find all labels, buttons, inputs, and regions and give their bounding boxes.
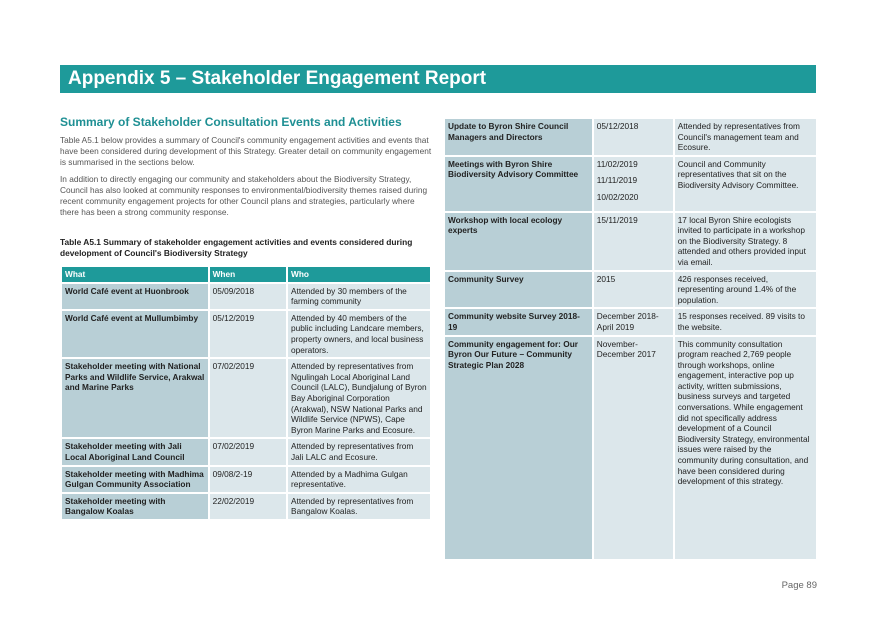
engagement-table bbox=[60, 265, 432, 521]
table-row bbox=[62, 439, 430, 464]
table-row bbox=[62, 311, 430, 357]
cell-when: 07/02/2019 bbox=[210, 439, 286, 464]
engagement-table-continued bbox=[443, 117, 818, 561]
date-line: 2015 bbox=[596, 273, 616, 284]
table-row bbox=[445, 337, 816, 559]
cell-when bbox=[594, 272, 673, 308]
table-row bbox=[445, 119, 816, 155]
cell-who: Attended by 40 members of the public including Landcare members, property owners, and local business operators. bbox=[288, 311, 430, 357]
cell-what: World Café event at Huonbrook bbox=[62, 284, 208, 309]
cell-what: Update to Byron Shire Council Managers and Directors bbox=[445, 119, 592, 155]
cell-who: Attended by representatives from Bangalow Koalas. bbox=[288, 494, 430, 519]
cell-what: Community Survey bbox=[445, 272, 592, 308]
cell-when bbox=[594, 213, 673, 270]
page-number: Page 89 bbox=[781, 580, 817, 591]
cell-who: Attended by representatives from Ngulingah Local Aboriginal Land Council (LALC), Bundjalung of Byron Bay Aboriginal Corporation (Arakwal), NSW National Parks and Wildlife Service (NPWS), Cape Byron Marine Parks and Ecosure. bbox=[288, 359, 430, 437]
cell-who: Attended by 30 members of the farming community bbox=[288, 284, 430, 309]
cell-what: Community website Survey 2018-19 bbox=[445, 309, 592, 334]
table-row bbox=[445, 309, 816, 334]
cell-who: 15 responses received. 89 visits to the website. bbox=[675, 309, 816, 334]
date-line: 15/11/2019 bbox=[596, 214, 638, 225]
header-who: Who bbox=[288, 267, 430, 282]
date-line: 11/02/2019 bbox=[596, 158, 638, 169]
table-header-row bbox=[62, 267, 430, 282]
cell-who: Attended by representatives from Jali LALC and Ecosure. bbox=[288, 439, 430, 464]
cell-when bbox=[594, 119, 673, 155]
date-line: 05/12/2018 bbox=[596, 121, 639, 131]
cell-when bbox=[594, 157, 673, 211]
intro-paragraph-1: Table A5.1 below provides a summary of Council's community engagement activities and events that have been considered during development of this Strategy. Greater detail on community engagement is summarised in the sections below. bbox=[60, 135, 432, 167]
cell-who: 17 local Byron Shire ecologists invited to participate in a workshop on the Biodiversity Strategy. 8 attended and others provided input via email. bbox=[675, 213, 816, 270]
table-row bbox=[62, 359, 430, 437]
cell-who: This community consultation program reached 2,769 people through workshops, online engagement, interactive pop up activity, written submissions, business surveys and targeted conversations. While engagement did not specifically address development of a Council Biodiversity Strategy, environmental issues were raised by the community during consultation, and have been considered during development of this strategy. bbox=[675, 337, 816, 559]
table-caption: Table A5.1 Summary of stakeholder engagement activities and events considered during development of Council's Biodiversity Strategy bbox=[60, 237, 413, 258]
cell-what: Meetings with Byron Shire Biodiversity Advisory Committee bbox=[445, 157, 592, 211]
date-line: 11/11/2019 bbox=[596, 175, 638, 186]
cell-when: 05/09/2018 bbox=[210, 284, 286, 309]
table-row bbox=[62, 467, 430, 492]
cell-when: 07/02/2019 bbox=[210, 359, 286, 437]
cell-what: Stakeholder meeting with Madhima Gulgan Community Association bbox=[62, 467, 208, 492]
table-row bbox=[62, 494, 430, 519]
table-row bbox=[445, 157, 816, 211]
cell-who: Attended by a Madhima Gulgan representative. bbox=[288, 467, 430, 492]
date-line: November-December 2017 bbox=[596, 338, 656, 360]
cell-when: 09/08/2-19 bbox=[210, 467, 286, 492]
cell-when bbox=[594, 309, 673, 334]
cell-what: Community engagement for: Our Byron Our Future – Community Strategic Plan 2028 bbox=[445, 337, 592, 559]
cell-what: Stakeholder meeting with National Parks and Wildlife Service, Arakwal and Marine Parks bbox=[62, 359, 208, 437]
table-row bbox=[445, 213, 816, 270]
date-line: 10/02/2020 bbox=[596, 191, 639, 202]
header-what: What bbox=[62, 267, 208, 282]
page-title: Appendix 5 – Stakeholder Engagement Report bbox=[68, 68, 487, 89]
cell-who: Council and Community representatives that sit on the Biodiversity Advisory Committee. bbox=[675, 157, 816, 211]
section-heading: Summary of Stakeholder Consultation Events and Activities bbox=[60, 115, 402, 129]
cell-when bbox=[594, 337, 673, 559]
header-banner bbox=[60, 65, 816, 93]
right-column bbox=[443, 117, 818, 561]
cell-who: 426 responses received, representing around 1.4% of the population. bbox=[675, 272, 816, 308]
date-line: December 2018-April 2019 bbox=[596, 311, 659, 332]
left-column bbox=[60, 115, 432, 521]
cell-what: Stakeholder meeting with Jali Local Aboriginal Land Council bbox=[62, 439, 208, 464]
cell-what: World Café event at Mullumbimby bbox=[62, 311, 208, 357]
table-row bbox=[62, 284, 430, 309]
cell-what: Stakeholder meeting with Bangalow Koalas bbox=[62, 494, 208, 519]
cell-when: 05/12/2019 bbox=[210, 311, 286, 357]
cell-when: 22/02/2019 bbox=[210, 494, 286, 519]
intro-paragraph-2: In addition to directly engaging our community and stakeholders about the Biodiversity Strategy, Council has also looked at community responses to environmental/biodiversity themes raised during recent community engagement projects for other Council plans and strategies, particularly where there has been a strong community response. bbox=[60, 174, 428, 217]
cell-what: Workshop with local ecology experts bbox=[445, 213, 592, 270]
table-row bbox=[445, 272, 816, 308]
cell-who: Attended by representatives from Council's management team and Ecosure. bbox=[675, 119, 816, 155]
header-when: When bbox=[210, 267, 286, 282]
